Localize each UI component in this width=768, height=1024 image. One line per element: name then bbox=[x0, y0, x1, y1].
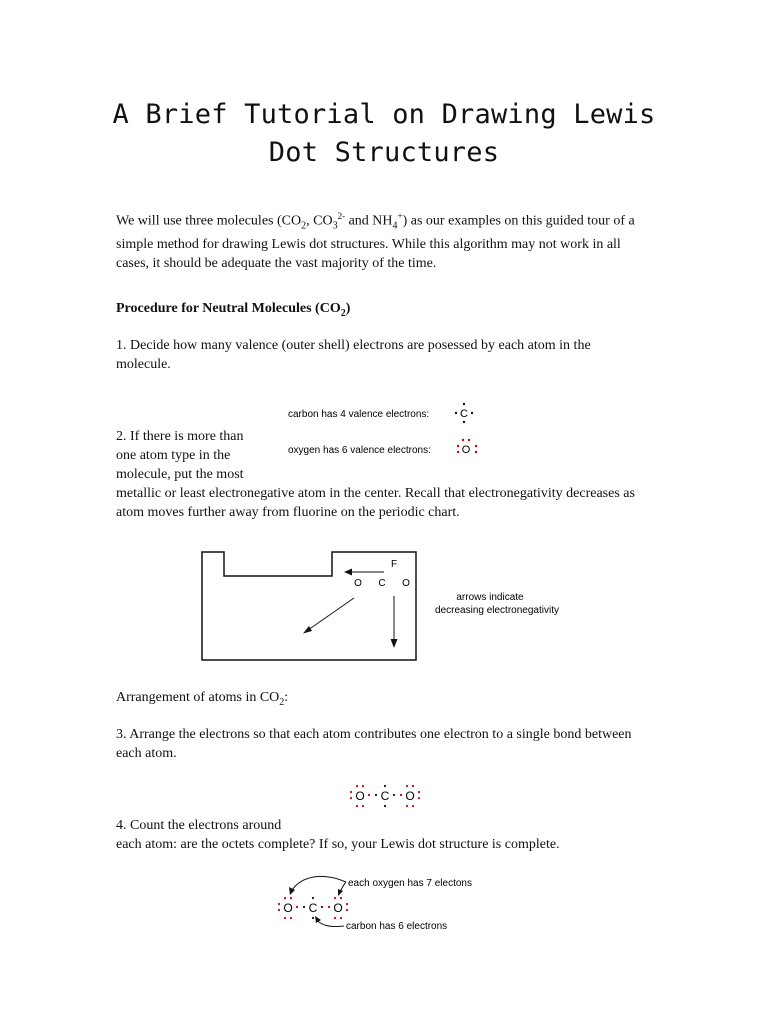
carbon-count-note: carbon has 6 electrons bbox=[346, 921, 448, 932]
step-2-rest: metallic or least electronegative atom in the center. Recall that electronegativity decreases as atom moves further away from fluorine on the periodic chart. bbox=[116, 486, 635, 520]
step-4-line-1: 4. Count the electrons around bbox=[116, 818, 282, 833]
count-carbon: C bbox=[308, 901, 318, 915]
structure-oxygen-2: O bbox=[405, 789, 415, 803]
element-f: F bbox=[390, 559, 398, 570]
step-4-line-2: each atom: are the octets complete? If so, your Lewis dot structure is complete. bbox=[116, 837, 560, 852]
arrow-to-oxygen-1 bbox=[292, 876, 346, 890]
arrows-note-line-1: arrows indicate bbox=[456, 592, 524, 603]
periodic-table-diagram bbox=[200, 550, 570, 662]
oxygen-count-note: each oxygen has 7 electons bbox=[348, 878, 472, 889]
carbon-valence-label: carbon has 4 valence electrons: bbox=[288, 409, 430, 420]
element-o-2: O bbox=[402, 578, 410, 589]
step-1-text: 1. Decide how many valence (outer shell) electrons are posessed by each atom in the molecule. bbox=[116, 338, 591, 372]
structure-carbon: C bbox=[380, 789, 390, 803]
oxygen-symbol: O bbox=[461, 444, 471, 456]
element-c: C bbox=[378, 578, 386, 589]
arrangement-caption: Arrangement of atoms in $CO_2$: bbox=[116, 690, 289, 708]
arrow-diagonal bbox=[308, 598, 354, 630]
periodic-table-outline bbox=[202, 552, 416, 660]
electron-count-diagram bbox=[272, 868, 492, 940]
procedure-heading: Procedure for Neutral Molecules $(CO_2)$ bbox=[116, 301, 351, 319]
count-oxygen-1: O bbox=[283, 901, 293, 915]
arrow-to-carbon bbox=[317, 920, 344, 927]
structure-oxygen-1: O bbox=[355, 789, 365, 803]
document-title bbox=[0, 96, 768, 172]
title-line-1: A Brief Tutorial on Drawing Lewis bbox=[112, 99, 656, 130]
step-2-line-1: 2. If there is more than bbox=[116, 429, 244, 444]
carbon-symbol: C bbox=[460, 408, 468, 420]
arrows-note-line-2: decreasing electronegativity bbox=[435, 605, 559, 616]
step-3-text: 3. Arrange the electrons so that each atom contributes one electron to a single bond between each atom. bbox=[116, 727, 632, 761]
title-line-2: Dot Structures bbox=[268, 137, 500, 168]
oxygen-valence-label: oxygen has 6 valence electrons: bbox=[288, 445, 431, 456]
step-2-line-3: molecule, put the most bbox=[116, 467, 244, 482]
valence-electrons-diagram bbox=[284, 398, 514, 462]
element-o-1: O bbox=[354, 578, 362, 589]
intro-paragraph: We will use three molecules ($CO_2$, $CO_3^{2-}$ and $NH_4^+$) as our examples on this guided tour of a simple method for drawing Lewis dot structures. While this algorithm may not work in all cases, it should be adequate the vast majority of the time. bbox=[116, 211, 635, 272]
step-2-line-2: one atom type in the bbox=[116, 448, 231, 463]
count-oxygen-2: O bbox=[333, 901, 343, 915]
single-bond-structure bbox=[344, 782, 428, 810]
